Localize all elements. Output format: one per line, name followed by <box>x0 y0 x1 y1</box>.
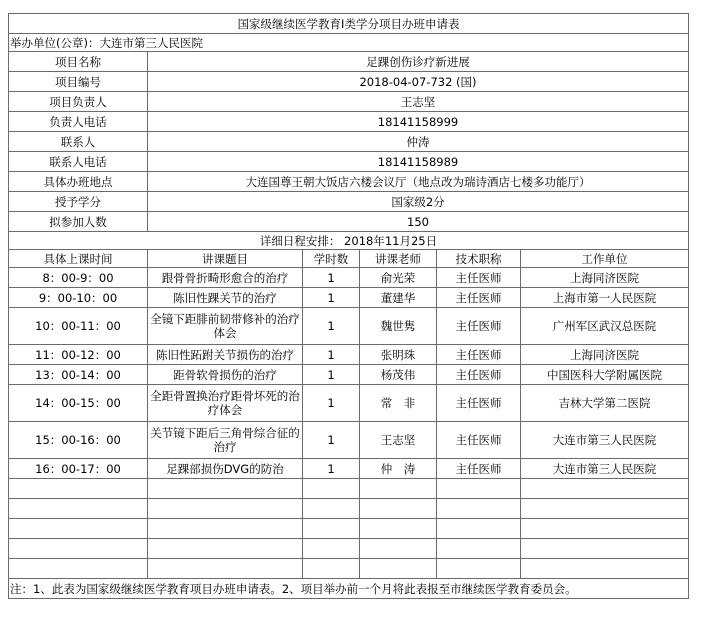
session-time: 14：00-15：00 <box>9 385 148 422</box>
session-topic: 跟骨骨折畸形愈合的治疗 <box>148 268 303 288</box>
session-teacher: 仲 涛 <box>360 459 437 479</box>
table-row <box>9 422 689 459</box>
session-title: 主任医师 <box>437 459 521 479</box>
empty-row <box>9 479 689 499</box>
session-title: 主任医师 <box>437 308 521 345</box>
info-value: 王志坚 <box>148 92 689 112</box>
info-label: 负责人电话 <box>9 112 148 132</box>
session-unit: 吉林大学第二医院 <box>521 385 689 422</box>
table-row <box>9 459 689 479</box>
info-row-venue <box>9 172 689 192</box>
info-value: 2018-04-07-732 (国) <box>148 72 689 92</box>
session-topic: 全镜下距腓前韧带修补的治疗体会 <box>148 308 303 345</box>
empty-row <box>9 559 689 579</box>
session-hours: 1 <box>303 308 360 345</box>
session-time: 8：00-9：00 <box>9 268 148 288</box>
application-form-table <box>8 13 689 599</box>
footnote: 注：1、此表为国家级继续医学教育项目办班申请表。2、项目举办前一个月将此表报至市继续医学教育委员会。 <box>9 579 689 599</box>
empty-row <box>9 499 689 519</box>
session-time: 10：00-11：00 <box>9 308 148 345</box>
table-row <box>9 288 689 308</box>
schedule-title: 详细日程安排： 2018年11月25日 <box>9 232 689 250</box>
session-time: 16：00-17：00 <box>9 459 148 479</box>
info-row-contact <box>9 132 689 152</box>
session-unit: 上海市第一人民医院 <box>521 288 689 308</box>
table-row <box>9 308 689 345</box>
session-teacher: 王志坚 <box>360 422 437 459</box>
session-hours: 1 <box>303 422 360 459</box>
session-topic: 陈旧性踝关节的治疗 <box>148 288 303 308</box>
session-unit: 中国医科大学附属医院 <box>521 365 689 385</box>
session-teacher: 杨茂伟 <box>360 365 437 385</box>
session-teacher: 魏世隽 <box>360 308 437 345</box>
info-label: 拟参加人数 <box>9 212 148 232</box>
organizer-line: 举办单位(公章)：大连市第三人民医院 <box>9 34 689 52</box>
info-value: 足踝创伤诊疗新进展 <box>148 52 689 72</box>
info-label: 联系人 <box>9 132 148 152</box>
info-row-attendees <box>9 212 689 232</box>
session-topic: 足踝部损伤DVG的防治 <box>148 459 303 479</box>
table-row <box>9 268 689 288</box>
session-hours: 1 <box>303 345 360 365</box>
table-row <box>9 385 689 422</box>
info-value: 大连国尊王朝大饭店六楼会议厅（地点改为瑞诗酒店七楼多功能厅） <box>148 172 689 192</box>
empty-row <box>9 519 689 539</box>
info-value: 18141158989 <box>148 152 689 172</box>
session-topic: 关节镜下距后三角骨综合征的治疗 <box>148 422 303 459</box>
info-value: 150 <box>148 212 689 232</box>
info-row-credits <box>9 192 689 212</box>
session-title: 主任医师 <box>437 288 521 308</box>
session-teacher: 张明珠 <box>360 345 437 365</box>
session-hours: 1 <box>303 268 360 288</box>
session-time: 13：00-14：00 <box>9 365 148 385</box>
session-unit: 大连市第三人民医院 <box>521 459 689 479</box>
session-hours: 1 <box>303 288 360 308</box>
info-label: 联系人电话 <box>9 152 148 172</box>
info-label: 项目编号 <box>9 72 148 92</box>
empty-row <box>9 539 689 559</box>
session-teacher: 董建华 <box>360 288 437 308</box>
info-label: 项目名称 <box>9 52 148 72</box>
column-header: 学时数 <box>303 250 360 268</box>
info-value: 18141158999 <box>148 112 689 132</box>
schedule-header-row <box>9 250 689 268</box>
table-row <box>9 365 689 385</box>
column-header: 工作单位 <box>521 250 689 268</box>
session-unit: 上海同济医院 <box>521 345 689 365</box>
session-teacher: 常 非 <box>360 385 437 422</box>
info-row-project-code <box>9 72 689 92</box>
info-row-project-name <box>9 52 689 72</box>
table-row <box>9 345 689 365</box>
info-row-leader-phone <box>9 112 689 132</box>
session-topic: 距骨软骨损伤的治疗 <box>148 365 303 385</box>
column-header: 讲课题目 <box>148 250 303 268</box>
session-unit: 大连市第三人民医院 <box>521 422 689 459</box>
info-value: 仲涛 <box>148 132 689 152</box>
info-label: 项目负责人 <box>9 92 148 112</box>
session-time: 15：00-16：00 <box>9 422 148 459</box>
session-hours: 1 <box>303 385 360 422</box>
session-unit: 上海同济医院 <box>521 268 689 288</box>
info-row-contact-phone <box>9 152 689 172</box>
session-topic: 陈旧性跖跗关节损伤的治疗 <box>148 345 303 365</box>
session-hours: 1 <box>303 459 360 479</box>
info-label: 具体办班地点 <box>9 172 148 192</box>
column-header: 具体上课时间 <box>9 250 148 268</box>
session-unit: 广州军区武汉总医院 <box>521 308 689 345</box>
column-header: 技术职称 <box>437 250 521 268</box>
session-title: 主任医师 <box>437 365 521 385</box>
column-header: 讲课老师 <box>360 250 437 268</box>
session-hours: 1 <box>303 365 360 385</box>
session-title: 主任医师 <box>437 385 521 422</box>
session-teacher: 俞光荣 <box>360 268 437 288</box>
form-title: 国家级继续医学教育I类学分项目办班申请表 <box>9 14 689 34</box>
session-time: 9：00-10：00 <box>9 288 148 308</box>
session-title: 主任医师 <box>437 345 521 365</box>
session-time: 11：00-12：00 <box>9 345 148 365</box>
session-title: 主任医师 <box>437 268 521 288</box>
session-title: 主任医师 <box>437 422 521 459</box>
info-row-project-leader <box>9 92 689 112</box>
session-topic: 全距骨置换治疗距骨坏死的治疗体会 <box>148 385 303 422</box>
info-value: 国家级2分 <box>148 192 689 212</box>
info-label: 授予学分 <box>9 192 148 212</box>
